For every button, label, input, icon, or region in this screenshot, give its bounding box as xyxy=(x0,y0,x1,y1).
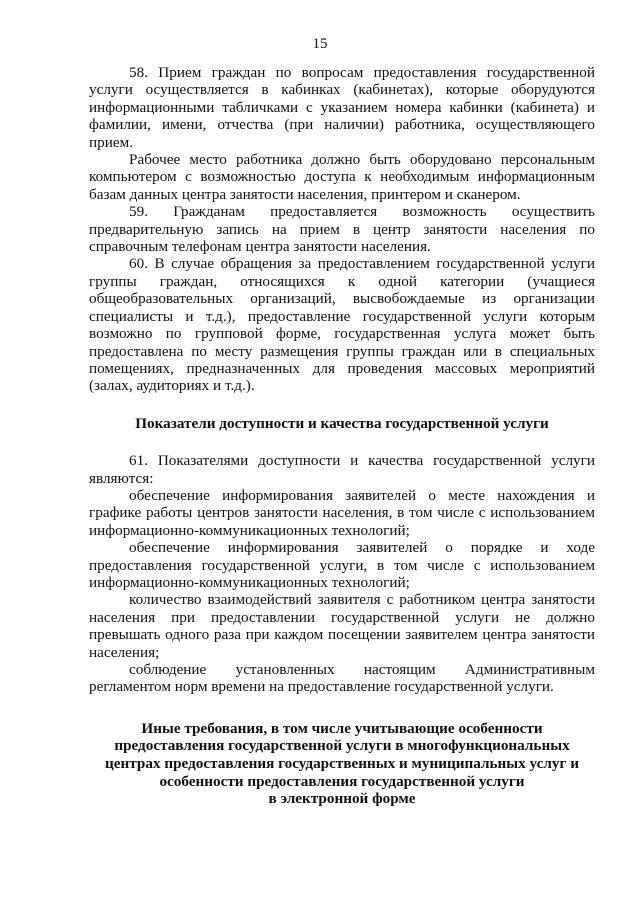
list-item-informing-procedure: обеспечение информирования заявителей о порядке и ходе предоставления государственной услуги, в том числе с использованием информационно-коммуникационных технологий; xyxy=(89,539,595,591)
paragraph-58: 58. Прием граждан по вопросам предоставления государственной услуги осуществляется в кабинках (кабинетах), которые оборудуются информационными табличками с указанием номера кабинки (кабинета) и фамилии, имени, отчества (при наличии) работника, осуществляющего прием. xyxy=(89,64,595,151)
heading-line: Иные требования, в том числе учитывающие особенности xyxy=(141,719,543,737)
paragraph-59: 59. Гражданам предоставляется возможность осуществить предварительную запись на прием в центр занятости населения по справочным телефонам центра занятости населения. xyxy=(89,203,595,256)
paragraph-60: 60. В случае обращения за предоставлением государственной услуги группы граждан, относящихся к одной категории (учащиеся общеобразовательных организаций, высвобождаемые из организации специалисты и т.д.), предоставление государственной услуги которым возможно по групповой форме, государственная услуга может быть предоставлена по месту размещения группы граждан или в специальных помещениях, предназначенных для проведения массовых мероприятий (залах, аудиториях и т.д.). xyxy=(89,255,595,395)
list-item-interactions-count: количество взаимодействий заявителя с работником центра занятости населения при предоставлении государственной услуги не должно превышать одного раза при каждом посещении заявителем центра занятости населения; xyxy=(89,591,595,661)
list-item-informing-location: обеспечение информирования заявителей о месте нахождения и графике работы центров занятости населения, в том числе с использованием информационно-коммуникационных технологий; xyxy=(89,486,595,539)
heading-line: особенности предоставления государственной услуги xyxy=(159,772,525,790)
document-body xyxy=(89,64,595,808)
list-item-time-norms: соблюдение установленных настоящим Административным регламентом норм времени на предоставление государственной услуги. xyxy=(89,661,595,696)
section-heading-other-requirements xyxy=(89,720,595,808)
heading-line: центрах предоставления государственных и муниципальных услуг и xyxy=(105,755,579,772)
paragraph-61: 61. Показателями доступности и качества государственной услуги являются: xyxy=(89,452,595,487)
section-heading-accessibility: Показатели доступности и качества государственной услуги xyxy=(135,414,549,432)
paragraph-58-workplace: Рабочее место работника должно быть оборудовано персональным компьютером с возможностью доступа к необходимым информационным базам данных центра занятости населения, принтером и сканером. xyxy=(89,151,595,203)
heading-line: предоставления государственной услуги в многофункциональных xyxy=(114,737,570,755)
heading-line: в электронной форме xyxy=(268,790,416,808)
page-number: 15 xyxy=(312,36,328,52)
